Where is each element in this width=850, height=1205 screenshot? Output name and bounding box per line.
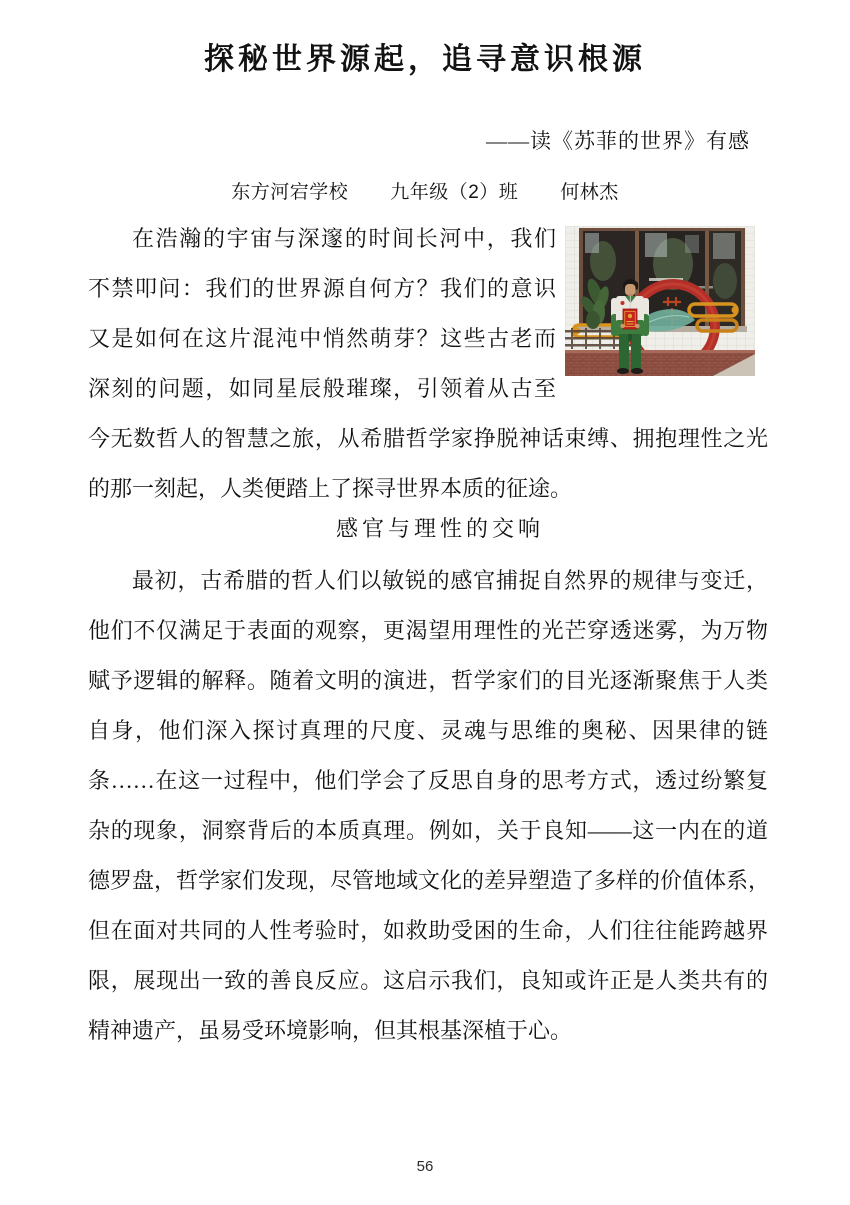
body-line: 自身，他们深入探讨真理的尺度、灵魂与思维的奥秘、因果律的链 bbox=[88, 718, 768, 743]
byline bbox=[0, 177, 850, 204]
body-line: 今无数哲人的智慧之旅，从希腊哲学家挣脱神话束缚、拥抱理性之光 bbox=[88, 426, 768, 451]
body-line: 但在面对共同的人性考验时，如救助受困的生命，人们往往能跨越界 bbox=[88, 918, 768, 943]
body-line: 不禁叩问：我们的世界源自何方？我们的意识 bbox=[88, 276, 556, 301]
body-line: 在浩瀚的宇宙与深邃的时间长河中，我们 bbox=[132, 226, 556, 251]
body-line: 精神遗产，虽易受环境影响，但其根基深植于心。 bbox=[88, 1018, 573, 1043]
byline-school: 东方河宕学校 bbox=[231, 182, 349, 203]
paragraph-2 bbox=[88, 556, 771, 1056]
essay-title: 探秘世界源起，追寻意识根源 bbox=[204, 43, 646, 76]
body-line: 的那一刻起，人类便踏上了探寻世界本质的征途。 bbox=[88, 476, 573, 501]
page-number: 56 bbox=[416, 1158, 434, 1175]
byline-author: 何林杰 bbox=[560, 182, 619, 203]
byline-class: 九年级（2）班 bbox=[390, 182, 519, 203]
paragraph-1 bbox=[88, 214, 768, 514]
body-line: 又是如何在这片混沌中悄然萌芽？这些古老而 bbox=[88, 326, 556, 351]
section-heading: 感官与理性的交响 bbox=[335, 516, 544, 541]
body-line: 赋予逻辑的解释。随着文明的演进，哲学家们的目光逐渐聚焦于人类 bbox=[88, 668, 768, 693]
body-line: 最初，古希腊的哲人们以敏锐的感官捕捉自然界的规律与变迁， bbox=[132, 568, 768, 593]
body-line: 他们不仅满足于表面的观察，更渴望用理性的光芒穿透迷雾，为万物 bbox=[88, 618, 768, 643]
body-line: 德罗盘，哲学家们发现，尽管地域文化的差异塑造了多样的价值体系， bbox=[88, 868, 771, 893]
body-line: 限，展现出一致的善良反应。这启示我们，良知或许正是人类共有的 bbox=[88, 968, 768, 993]
body-line: 条……在这一过程中，他们学会了反思自身的思考方式，透过纷繁复 bbox=[88, 768, 768, 793]
body-line: 深刻的问题，如同星辰般璀璨，引领着从古至 bbox=[88, 376, 556, 401]
body-line: 杂的现象，洞察背后的本质真理。例如，关于良知——这一内在的道 bbox=[88, 818, 768, 843]
essay-subtitle: ——读《苏菲的世界》有感 bbox=[486, 129, 750, 153]
